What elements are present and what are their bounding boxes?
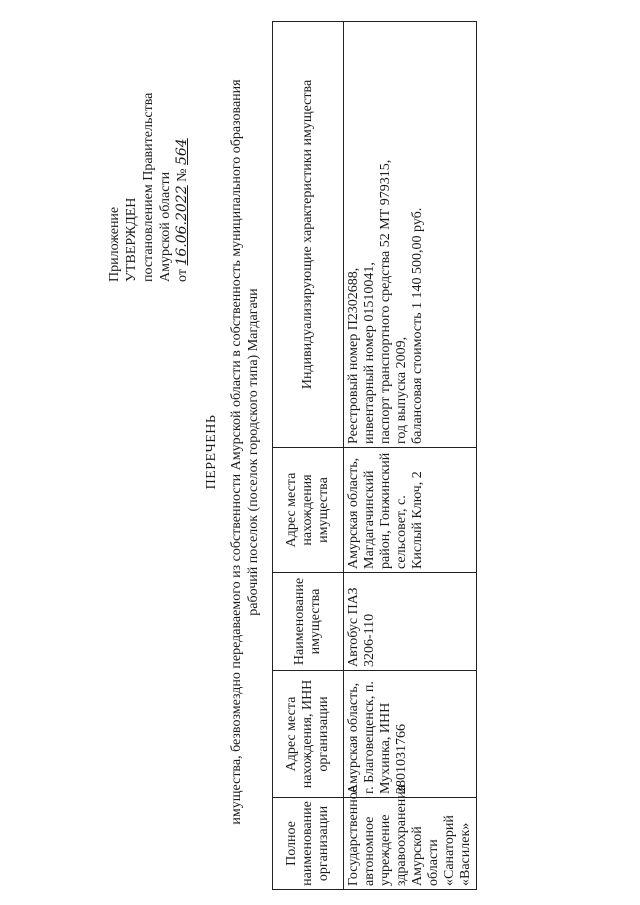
approval-line: постановлением Правительства <box>141 92 156 282</box>
cell-item-name: Автобус ПАЗ 3206-110 <box>344 573 477 671</box>
cell-org-name: Государственное автономное учреждение здравоохранения Амурской области «Санаторий «Василек» <box>344 798 477 890</box>
subtitle-line: рабочий поселок (поселок городского типа) Магдагачи <box>246 288 261 616</box>
table-header-row <box>273 22 344 890</box>
subtitle-line: имущества, безвозмездно передаваемого из собственности Амурской области в собственность муниципального образования <box>229 79 244 825</box>
column-header-org-address: Адрес места нахождения, ИНН организации <box>273 671 344 798</box>
characteristic-line: год выпуска 2009, <box>394 336 409 444</box>
column-header-characteristics: Индивидуализирующие характеристики имущества <box>273 22 344 448</box>
column-header-item-address: Адрес места нахождения имущества <box>273 448 344 573</box>
document-sheet <box>100 12 540 892</box>
approval-line: УТВЕРЖДЕН <box>124 197 139 282</box>
characteristic-line: балансовая стоимость 1 140 500,00 руб. <box>410 207 425 444</box>
column-header-org-name: Полное наименование организации <box>273 798 344 890</box>
cell-characteristics <box>344 22 477 448</box>
cell-item-address: Амурская область, Магдагачинский район, Гонжинский сельсовет, с. Кислый Ключ, 2 <box>344 448 477 573</box>
property-table <box>272 21 477 890</box>
approval-stamp <box>106 12 191 282</box>
date-prefix: от <box>175 269 190 282</box>
characteristic-line: инвентарный номер 01510041, <box>362 262 377 444</box>
characteristic-line: паспорт транспортного средства 52 МТ 979315, <box>378 159 393 444</box>
cell-org-address: Амурская область, г. Благовещенск, п. Мухинка, ИНН 2801031766 <box>344 671 477 798</box>
table-row <box>344 22 477 890</box>
column-header-item-name: Наименование имущества <box>273 573 344 671</box>
approval-line: Амурской области <box>158 171 173 282</box>
approval-number: 564 <box>174 138 190 166</box>
approval-line: Приложение <box>107 206 122 282</box>
characteristic-line: Реестровый номер П2302688, <box>346 267 361 444</box>
page-title: ПЕРЕЧЕНЬ <box>204 414 219 490</box>
approval-date: 16.06.2022 <box>174 185 190 266</box>
number-prefix: № <box>175 168 190 182</box>
approval-date-line <box>174 12 191 282</box>
page-subtitle <box>228 42 262 862</box>
